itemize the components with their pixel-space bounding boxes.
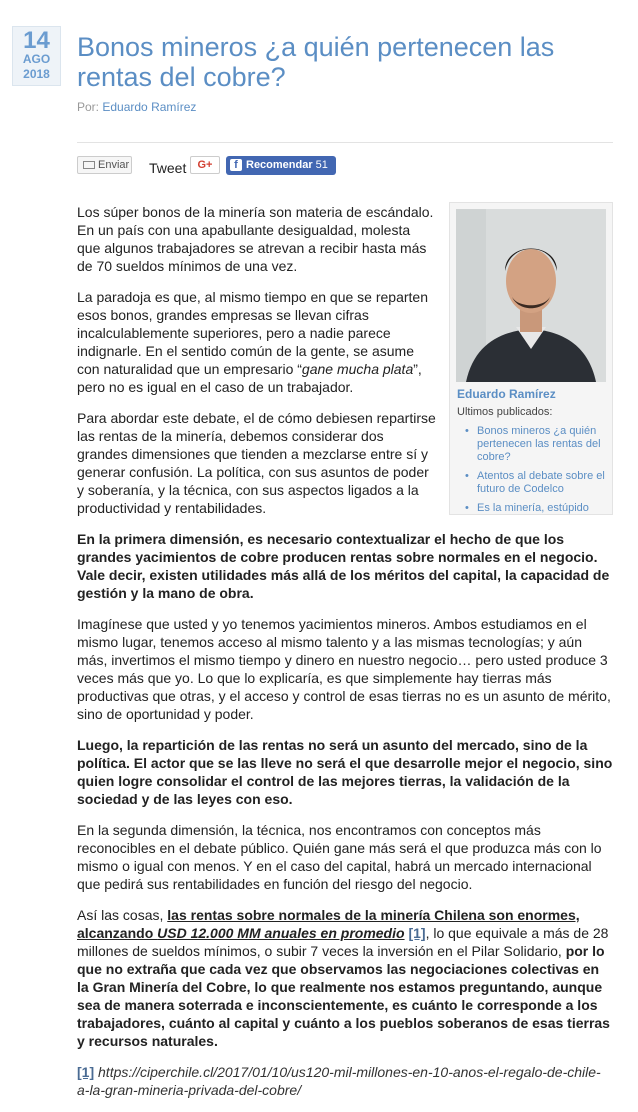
rentas-link[interactable]: las rentas sobre normales de la minería Chilena son enormes, alcanzando [77, 907, 580, 941]
paragraph-6 [77, 736, 613, 808]
p2-text-b: ”, pero no es igual en el caso de un trabajador. [77, 361, 422, 395]
divider [77, 142, 613, 143]
article-body [77, 203, 613, 1112]
facebook-label: Recomendar [246, 159, 313, 171]
email-share-button[interactable] [77, 156, 132, 174]
byline [77, 100, 196, 114]
date-day: 14 [23, 27, 50, 54]
author-name-link[interactable]: Eduardo Ramírez [457, 387, 556, 401]
recent-label: Ultimos publicados: [457, 406, 553, 418]
footnote-anchor[interactable]: [1] [77, 1064, 95, 1080]
p4-bold: En la primera dimensión, es necesario contextualizar el hecho de que los grandes yacimientos de cobre producen rentas sobre normales en el negocio. Vale decir, existen utilidades más allá de los méritos del capital, la capacidad de gestión y la mano de obra. [77, 531, 610, 601]
p8-mid: , lo que equivale a más de 28 millones de sueldos mínimos, o subir 7 veces la inversión en el Pilar Solidario, [77, 925, 609, 959]
date-year: 2018 [23, 67, 50, 81]
p8-bold: por lo que no extraña que cada vez que observamos las negociaciones colectivas en la Gran Minería del Cobre, lo que realmente nos estamos preguntando, aunque sea de manera soterrada e inconscientemente, es cuánto le corresponde a los trabajadores, cuánto al capital y cuánto a los pueblos soberanos de esas tierras y recursos naturales. [77, 943, 610, 1049]
tweet-button[interactable]: Tweet [149, 160, 187, 176]
page-title: Bonos mineros ¿a quién pertenecen las rentas del cobre? [77, 32, 555, 92]
paragraph-2 [77, 288, 437, 396]
paragraph-8 [77, 906, 613, 1050]
facebook-count: 51 [315, 159, 328, 171]
date-month: AGO [22, 52, 51, 66]
paragraph-4 [77, 530, 613, 602]
recent-post-link[interactable]: • Es la minería, estúpido [463, 502, 609, 515]
facebook-icon: f [230, 159, 242, 171]
paragraph-7: En la segunda dimensión, la técnica, nos encontramos con conceptos más reconocibles en el debate público. Quién gane más será el que produzca más con lo mismo o igual con menos. Y en el caso del capital, habrá un mercado internacional que pedirá sus rentabilidades en función del riesgo del negocio. [77, 822, 602, 892]
paragraph-5: Imagínese que usted y yo tenemos yacimientos mineros. Ambos estudiamos en el mismo lugar, tenemos acceso al mismo talento y a las mismas tecnologías; y aún más, invertimos el mismo tiempo y dinero en nuestro negocio… pero usted produce 3 veces más que yo. Lo que lo explicaría, es que simplemente hay tierras más productivas que otras, y el acceso y control de esas tierras no es un asunto de mérito, sino de oportunidad y poder. [77, 616, 611, 722]
recent-post-link[interactable]: • Atentos al debate sobre el futuro de Codelco [463, 470, 609, 496]
envelope-icon [83, 161, 95, 169]
p2-italic: gane mucha plata [301, 361, 414, 377]
recent-post-link[interactable]: • Bonos mineros ¿a quién pertenecen las rentas del cobre? [463, 425, 609, 464]
paragraph-1: Los súper bonos de la minería son materia de escándalo. En un país con una apabullante desigualdad, molesta que algunos trabajadores se atrevan a recibir hasta más de 70 sueldos mínimos de una vez. [77, 204, 434, 274]
byline-author-link[interactable]: Eduardo Ramírez [102, 100, 197, 114]
byline-prefix: Por: [77, 100, 100, 114]
footnote-url[interactable]: https://ciperchile.cl/2017/01/10/us120-mil-millones-en-10-anos-el-regalo-de-chile-a-la-gran-mineria-privada-del-cobre/ [77, 1064, 601, 1098]
usd-link[interactable]: USD 12.000 MM anuales en promedio [157, 925, 405, 941]
email-share-label: Enviar [98, 159, 130, 171]
google-plus-button[interactable]: G+ [190, 156, 220, 174]
footnote [77, 1063, 613, 1099]
footnote-ref-link[interactable]: [1] [408, 925, 426, 941]
p2-text-a: La paradoja es que, al mismo tiempo en que se reparten esos bonos, grandes empresas se llevan cifras incalculablemente superiores, pero a nadie parece indignarle. En el sentido común de la gente, se asume con naturalidad que un empresario “ [77, 289, 428, 377]
date-badge [12, 26, 61, 86]
paragraph-3: Para abordar este debate, el de cómo debiesen repartirse las rentas de la minería, debemos considerar dos grandes dimensiones que tienden a mezclarse entre sí y generar confusión. La política, con sus asuntos de poder y soberanía, y la técnica, con sus aspectos ligados a la productividad y rentabilidades. [77, 410, 436, 516]
p6-bold: Luego, la repartición de las rentas no será un asunto del mercado, sino de la política. El actor que se las lleve no será el que desarrolle mejor el negocio, sino quien logre consolidar el control de las mejores tierras, la validación de la sociedad y de las leyes con eso. [77, 737, 613, 807]
p8-start: Así las cosas, [77, 907, 168, 923]
facebook-recommend-button[interactable] [226, 156, 336, 175]
